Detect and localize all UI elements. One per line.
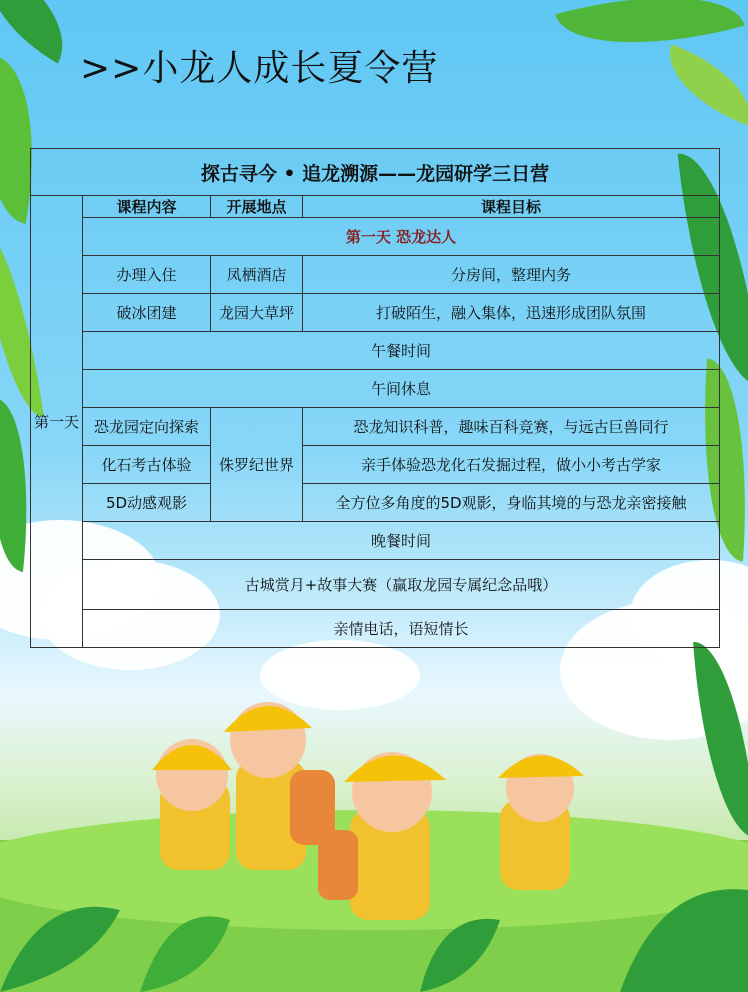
course-location: 凤栖酒店 xyxy=(211,256,303,294)
evening-row: 古城赏月+故事大赛（赢取龙园专属纪念品哦） xyxy=(83,560,720,610)
header-location: 开展地点 xyxy=(211,196,303,218)
course-goal: 全方位多角度的5D观影，身临其境的与恐龙亲密接触 xyxy=(303,484,720,522)
dinner-row: 晚餐时间 xyxy=(83,522,720,560)
course-location: 侏罗纪世界 xyxy=(211,408,303,522)
kid-1 xyxy=(152,739,232,870)
course-location: 龙园大草坪 xyxy=(211,294,303,332)
table-caption: 探古寻今 • 追龙溯源——龙园研学三日营 xyxy=(31,149,720,196)
table-row xyxy=(31,294,720,332)
course-goal: 恐龙知识科普，趣味百科竞赛，与远古巨兽同行 xyxy=(303,408,720,446)
lunch-row: 午餐时间 xyxy=(83,332,720,370)
course-goal: 打破陌生，融入集体，迅速形成团队氛围 xyxy=(303,294,720,332)
kids-illustration xyxy=(0,670,748,992)
table-row xyxy=(31,484,720,522)
rest-row: 午间休息 xyxy=(83,370,720,408)
header-goal: 课程目标 xyxy=(303,196,720,218)
table-row xyxy=(31,446,720,484)
day-label: 第一天 xyxy=(31,196,83,648)
course-content: 5D动感观影 xyxy=(83,484,211,522)
schedule-table xyxy=(30,148,720,648)
course-content: 恐龙园定向探索 xyxy=(83,408,211,446)
kid-3 xyxy=(318,752,446,920)
day-banner: 第一天 恐龙达人 xyxy=(83,218,720,256)
course-goal: 亲手体验恐龙化石发掘过程，做小小考古学家 xyxy=(303,446,720,484)
call-row: 亲情电话，语短情长 xyxy=(83,610,720,648)
page-title: >>小龙人成长夏令营 xyxy=(80,48,439,89)
course-content: 办理入住 xyxy=(83,256,211,294)
table-row xyxy=(31,256,720,294)
header-content: 课程内容 xyxy=(83,196,211,218)
course-content: 破冰团建 xyxy=(83,294,211,332)
course-content: 化石考古体验 xyxy=(83,446,211,484)
table-row xyxy=(31,408,720,446)
course-goal: 分房间，整理内务 xyxy=(303,256,720,294)
